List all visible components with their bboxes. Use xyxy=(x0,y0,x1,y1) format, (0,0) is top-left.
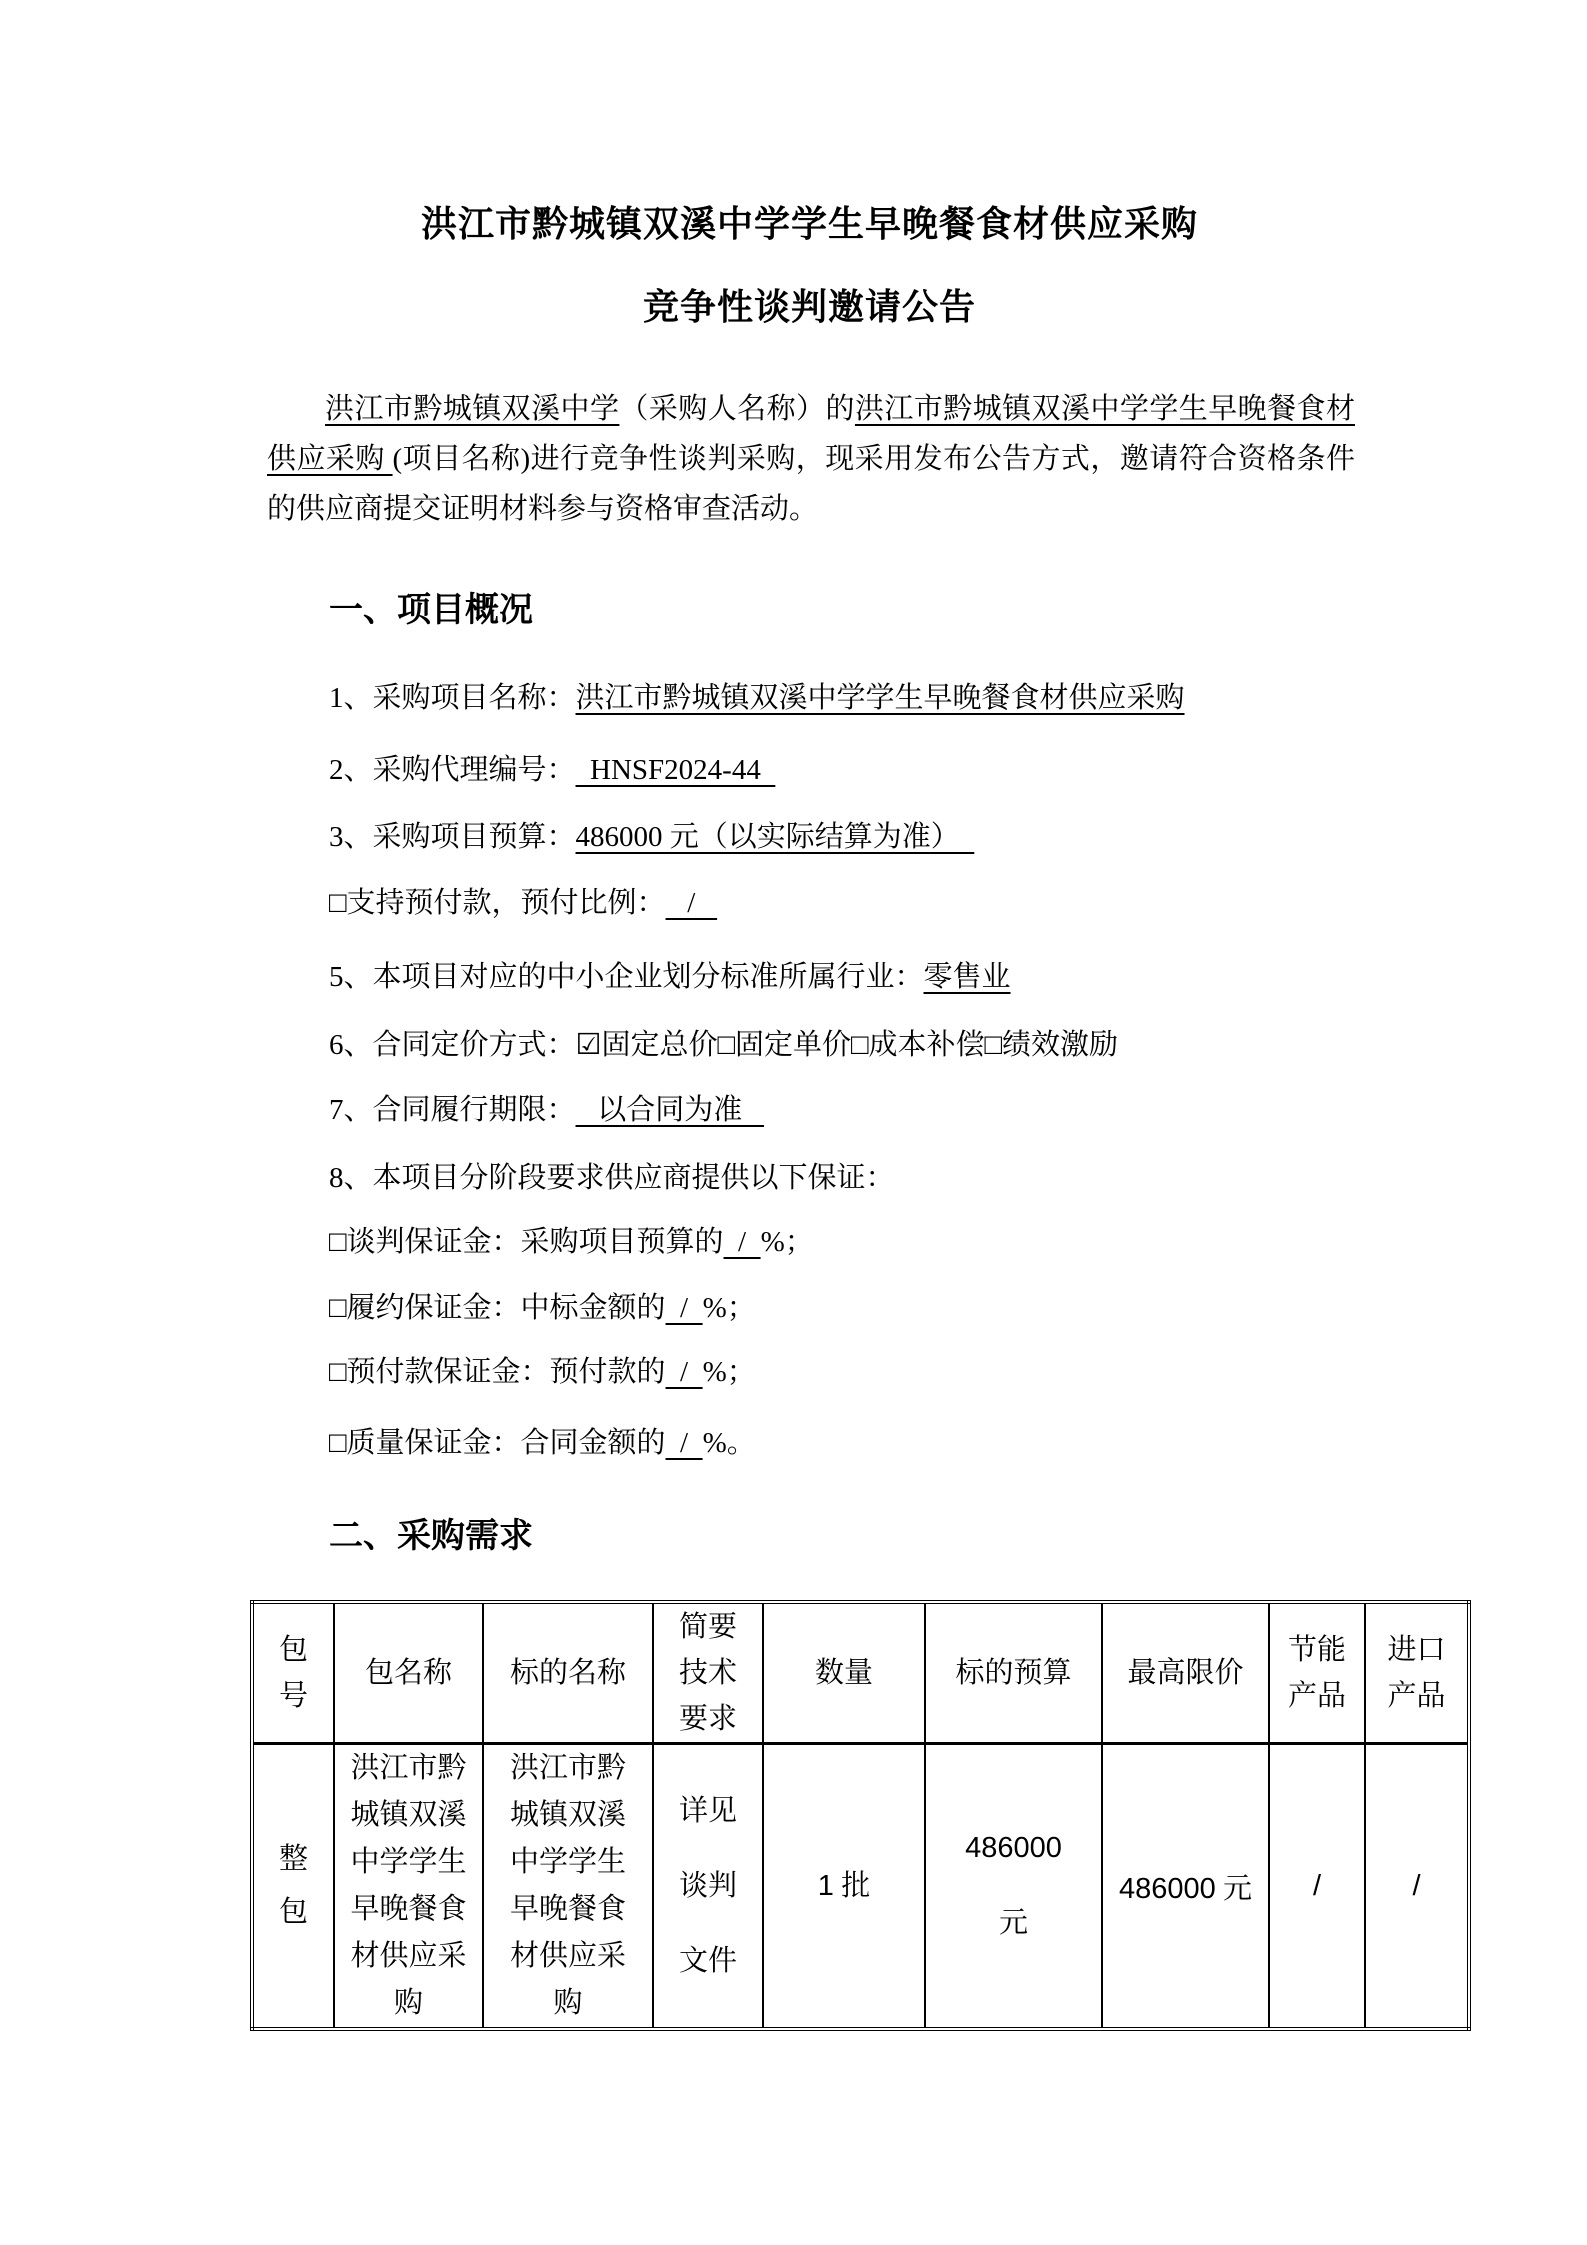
cell-package-no: 整包 xyxy=(252,1744,334,2030)
item-pricing-method: 6、合同定价方式：☑固定总价□固定单价□成本补偿□绩效激励 xyxy=(329,1029,1119,1061)
item-guarantee-intro: 8、本项目分阶段要求供应商提供以下保证： xyxy=(329,1162,895,1194)
header-price-cap: 最高限价 xyxy=(1102,1602,1269,1744)
item-performance-deposit: □履约保证金：中标金额的 / %； xyxy=(329,1292,756,1324)
procurement-table xyxy=(250,1600,1471,2031)
item-negotiation-deposit: □谈判保证金：采购项目预算的 / %； xyxy=(329,1226,814,1258)
item-quality-deposit: □质量保证金：合同金额的 / %。 xyxy=(329,1427,756,1459)
item-project-name: 1、采购项目名称：洪江市黔城镇双溪中学学生早晚餐食材供应采购 xyxy=(329,682,1185,714)
budget-number: 486000 xyxy=(965,1832,1062,1864)
energy-saving-value: / xyxy=(1312,1869,1322,1902)
doc-title-line2: 竞争性谈判邀请公告 xyxy=(642,287,976,327)
header-imported: 进口产品 xyxy=(1365,1602,1469,1744)
item-prepayment-checkbox: □支持预付款，预付比例： / xyxy=(329,887,718,919)
item-agency-number: 2、采购代理编号： HNSF2024-44 xyxy=(329,754,776,786)
price-cap-unit: 元 xyxy=(1223,1872,1253,1905)
header-budget: 标的预算 xyxy=(925,1602,1102,1744)
doc-title-line1: 洪江市黔城镇双溪中学学生早晚餐食材供应采购 xyxy=(420,204,1198,244)
header-tech-req: 简要技术要求 xyxy=(653,1602,763,1744)
cell-tech-req: 详见谈判文件 xyxy=(653,1744,763,2030)
item-project-budget: 3、采购项目预算：486000 元（以实际结算为准） xyxy=(329,821,975,853)
header-package-name: 包名称 xyxy=(334,1602,483,1744)
item-prepay-deposit: □预付款保证金：预付款的 / %； xyxy=(329,1356,756,1388)
cell-quantity xyxy=(763,1744,925,2030)
header-energy-saving: 节能产品 xyxy=(1269,1602,1365,1744)
cell-imported xyxy=(1365,1744,1469,2030)
section-heading-project-overview: 一、项目概况 xyxy=(329,592,533,629)
price-cap-number: 486000 xyxy=(1118,1872,1216,1905)
cell-package-name: 洪江市黔城镇双溪中学学生早晚餐食材供应采购 xyxy=(334,1744,483,2030)
cell-subject-name: 洪江市黔城镇双溪中学学生早晚餐食材供应采购 xyxy=(483,1744,653,2030)
cell-price-cap xyxy=(1102,1744,1269,2030)
header-subject-name: 标的名称 xyxy=(483,1602,653,1744)
table-row xyxy=(252,1744,1469,2030)
header-package-no: 包号 xyxy=(252,1602,334,1744)
header-quantity: 数量 xyxy=(763,1602,925,1744)
intro-paragraph: 洪江市黔城镇双溪中学（采购人名称）的洪江市黔城镇双溪中学学生早晚餐食材供应采购 (项目名称)进行竞争性谈判采购，现采用发布公告方式，邀请符合资格条件的供应商提交证明材料参与资格审查活动。 xyxy=(267,393,1355,525)
item-industry: 5、本项目对应的中小企业划分标准所属行业：零售业 xyxy=(329,961,1011,993)
budget-unit: 元 xyxy=(998,1907,1028,1939)
table-header-row xyxy=(252,1602,1469,1744)
cell-energy-saving xyxy=(1269,1744,1365,2030)
imported-value: / xyxy=(1412,1869,1421,1902)
quantity-number: 1 xyxy=(817,1870,834,1902)
cell-budget xyxy=(925,1744,1102,2030)
quantity-unit: 批 xyxy=(841,1870,871,1902)
item-contract-term: 7、合同履行期限： 以合同为准 xyxy=(329,1094,765,1126)
section-heading-procurement-demand: 二、采购需求 xyxy=(329,1518,533,1555)
